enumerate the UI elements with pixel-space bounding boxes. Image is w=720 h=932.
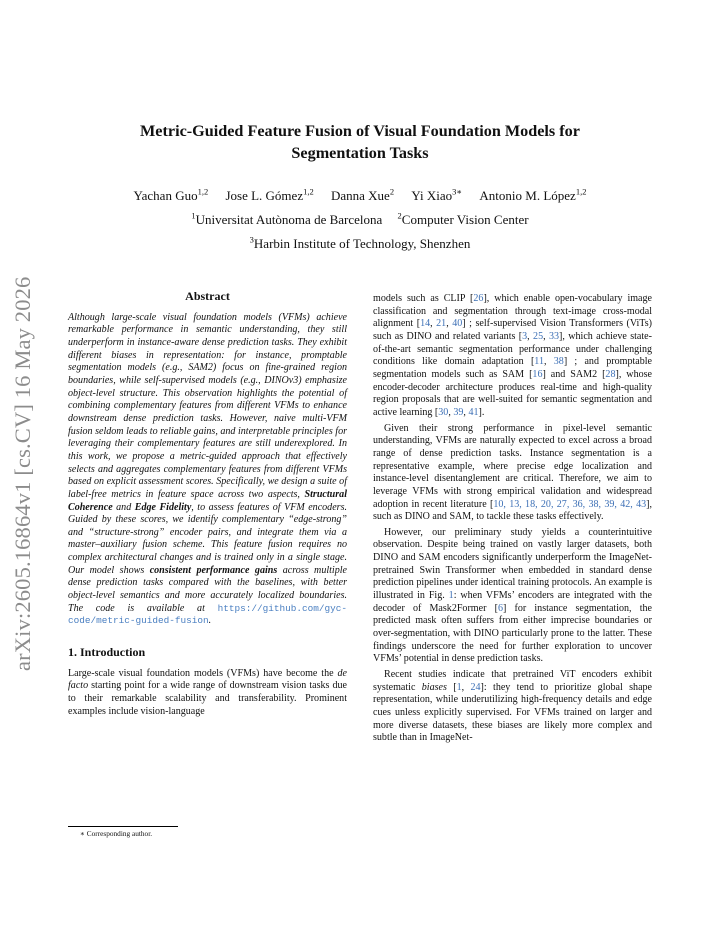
footnote: ∗ Corresponding author. bbox=[80, 829, 153, 838]
citation-link[interactable]: 33 bbox=[548, 330, 560, 342]
citation-link[interactable]: 6 bbox=[497, 602, 503, 614]
body-paragraph: models such as CLIP [26], which enable open-vocabulary image classification and segmentation through text-image cross-modal alignment [14, 21, 40] ; self-supervised Vision Transformers (ViTs) such as DINO and related variants [3, 25, 33], which achieve state-of-the-art semantic segmentation performance under challenging conditions like domain adaptation [11, 38] ; and promptable segmentation models such as SAM [16] and SAM2 [28], whose encoder-decoder architecture produces real-time and high-quality region proposals that are well-suited for semantic segmentation and active learning [30, 39, 41]. bbox=[373, 293, 652, 418]
citation-link[interactable]: 26 bbox=[473, 293, 484, 304]
title-line-2: Segmentation Tasks bbox=[291, 144, 429, 162]
citation-link[interactable]: 30 bbox=[438, 406, 449, 418]
citation-link[interactable]: 39 bbox=[453, 406, 464, 418]
citation-link[interactable]: 40 bbox=[452, 318, 463, 330]
citation-link[interactable]: 25 bbox=[533, 330, 544, 342]
author: Yachan Guo$^{1,2}$ bbox=[133, 187, 209, 204]
left-column bbox=[68, 290, 347, 718]
code-link[interactable]: https://github.com/gyc-code/metric-guided-fusion bbox=[68, 602, 347, 627]
citation-link[interactable]: 1 bbox=[456, 681, 462, 693]
author: Jose L. Gómez$^{1,2}$ bbox=[225, 187, 314, 204]
citation-link[interactable]: 24 bbox=[470, 681, 481, 693]
citation-link[interactable]: 41 bbox=[468, 406, 479, 418]
title-line-1: Metric-Guided Feature Fusion of Visual Foundation Models for bbox=[140, 122, 580, 140]
section-heading-introduction: 1. Introduction bbox=[68, 645, 146, 660]
citation-link[interactable]: 3 bbox=[522, 330, 528, 342]
body-paragraph: However, our preliminary study yields a counterintuitive observation. Despite being trained on vastly larger datasets, both DINO and SAM encoders significantly underperform the ImageNet-pretrained Swin Transformer when embedded in standard dense prediction pipelines under identical training protocols. An example is illustrated in Fig. 1: when VFMs’ encoders are integrated with the decoder of Mask2Former [6] for instance segmentation, the predicted mask often suffers from either imprecise boundaries or over-segmentation, with DINO particularly prone to the latter. These findings underscore the need for further exploration to uncover VFMs’ potential in dense prediction tasks. bbox=[373, 526, 652, 665]
affiliation: $^2$Computer Vision Center bbox=[397, 210, 529, 227]
citation-link[interactable]: 11 bbox=[534, 356, 544, 368]
body-paragraph: Given their strong performance in pixel-level semantic understanding, VFMs are naturally expected to excel across a broad range of dense prediction tasks. Instance segmentation is a representative example, where precise edge localization and instance-level disentanglement are critical. Therefore, we aim to leverage VFMs with strong empirical validation and widespread adoption in recent literature [10, 13, 18, 20, 27, 36, 38, 39, 42, 43], such as DINO and SAM, to tackle these tasks effectively. bbox=[373, 422, 652, 523]
figure-link[interactable]: 1 bbox=[448, 590, 454, 602]
right-column bbox=[373, 293, 652, 745]
abstract-heading: Abstract bbox=[185, 289, 230, 303]
author: Danna Xue$^2$ bbox=[330, 187, 395, 204]
footnote-rule bbox=[68, 826, 178, 827]
citation-link[interactable]: 16 bbox=[532, 368, 543, 380]
citation-link[interactable]: 10, 13, 18, 20, 27, 36, 38, 39, 42, 43 bbox=[493, 498, 647, 510]
author-list bbox=[70, 183, 650, 205]
body-paragraph: Recent studies indicate that pretrained ViT encoders exhibit systematic biases [1, 24]: they tend to prioritize global shape representation, while underutilizing high-frequency details and edge cues unless explicitly supervised. For VFMs trained on larger and more diverse datasets, these biases are likely more complex and subtle than in ImageNet- bbox=[373, 669, 653, 744]
author: Yi Xiao$^{3∗}$ bbox=[411, 187, 463, 204]
title-block bbox=[70, 120, 650, 254]
affiliation: $^1$Universitat Autònoma de Barcelona bbox=[191, 210, 383, 227]
citation-link[interactable]: 28 bbox=[605, 368, 616, 380]
affiliations bbox=[70, 205, 650, 254]
paper-title bbox=[70, 120, 650, 164]
citation-link[interactable]: 21 bbox=[436, 318, 447, 330]
citation-link[interactable]: 14 bbox=[420, 318, 431, 330]
citation-link[interactable]: 38 bbox=[553, 356, 564, 368]
abstract-body: Although large-scale visual foundation models (VFMs) achieve remarkable performance in semantic understanding, they still underperform in instance-aware dense prediction tasks. They exhibit different biases in representation: for instance, promptable segmentation models (e.g., SAM2) focus on fine-grained region boundaries, while self-supervised models (e.g., DINOv3) emphasize object-level structure. This observation highlights the potential of combining complementary features from different VFMs to enhance downstream dense prediction tasks. However, naive multi-VFM fusion seldom leads to reliable gains, and interpretable principles for leveraging their complementary features are still underexplored. In this work, we propose a metric-guided approach that effectively selects and aggregates complementary features from different VFMs based on explicit assessment scores. Specifically, we design a suite of label-free metrics in feature space across two aspects, Structural Coherence and Edge Fidelity, to assess features of VFM encoders. Guided by these scores, we identify complementary “edge-strong” and “structure-strong” encoder pairs, and integrate them via a master–auxiliary fusion scheme. This feature fusion requires no complex architectural changes and is trained only in a single stage. Our model shows consistent performance gains across multiple dense prediction tasks compared with the baselines, with better object-level semantics and more accurately localized boundaries. The code is available at https://github.com/gyc-code/metric-guided-fusion. bbox=[68, 311, 348, 627]
affiliation: $^3$Harbin Institute of Technology, Shenzhen bbox=[249, 234, 471, 251]
author: Antonio M. López$^{1,2}$ bbox=[479, 187, 587, 204]
intro-paragraph: Large-scale visual foundation models (VFMs) have become the de facto starting point for a wide range of downstream vision tasks due to their remarkable scalability and transferability. Prominent examples include vision-language bbox=[68, 667, 347, 717]
arxiv-stamp: arXiv:2605.16864v1 [cs.CV] 16 May 2026 bbox=[10, 276, 35, 671]
